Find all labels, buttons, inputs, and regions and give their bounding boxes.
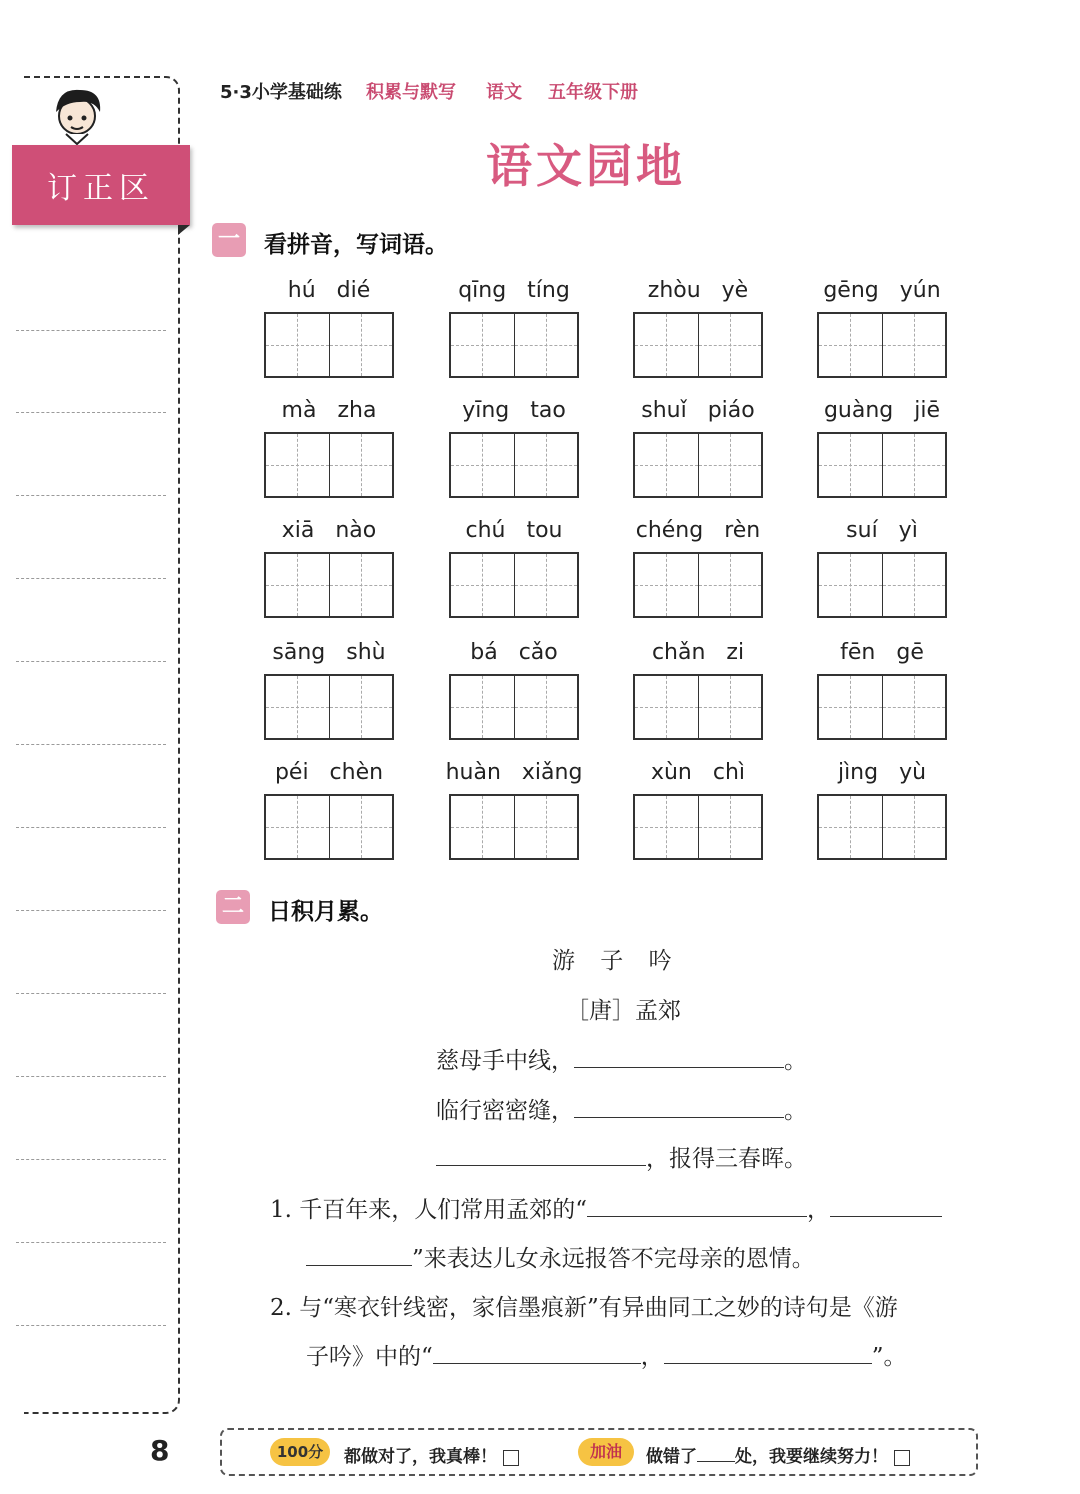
- pinyin-label: huàn xiǎng: [445, 760, 583, 785]
- pinyin-label: guàng jiē: [823, 398, 941, 423]
- writing-box[interactable]: [264, 552, 394, 618]
- correction-line: [16, 1076, 166, 1077]
- section-number: 一: [212, 223, 246, 257]
- question-2-text: 2. 与“寒衣针线密，家信墨痕新”有异曲同工之妙的诗句是《游: [270, 1295, 898, 1321]
- correction-line: [16, 330, 166, 331]
- pinyin-label: xiā nào: [281, 518, 377, 543]
- answer-blank[interactable]: [306, 1245, 412, 1266]
- pinyin-label: péi chèn: [274, 760, 384, 785]
- close-quote: ”。: [871, 1344, 907, 1370]
- poem-title: 游 子 吟: [552, 948, 672, 974]
- poem-line-3: [436, 1140, 807, 1173]
- writing-cell[interactable]: [698, 676, 762, 738]
- pinyin-label: chéng rèn: [635, 518, 761, 543]
- pinyin-label: suí yì: [846, 518, 918, 543]
- writing-cell[interactable]: [698, 434, 762, 496]
- correction-area-label: 订正区: [12, 145, 190, 225]
- writing-cell[interactable]: [266, 796, 329, 858]
- page-title: 语文园地: [486, 139, 686, 193]
- mistakes-text-end: 处，我要继续努力！: [735, 1447, 888, 1467]
- correction-line: [16, 827, 166, 828]
- cartoon-boy-icon: [44, 82, 110, 148]
- writing-box[interactable]: [264, 432, 394, 498]
- poem-author: ［唐］孟郊: [566, 998, 681, 1024]
- question-1-cont: [306, 1240, 815, 1273]
- correction-line: [16, 1325, 166, 1326]
- correction-line: [16, 412, 166, 413]
- answer-blank[interactable]: [433, 1343, 641, 1364]
- writing-cell[interactable]: [882, 434, 946, 496]
- answer-blank[interactable]: [436, 1145, 646, 1166]
- ribbon-fold: [178, 225, 190, 235]
- writing-box[interactable]: [264, 312, 394, 378]
- answer-blank[interactable]: [664, 1343, 872, 1364]
- writing-cell[interactable]: [819, 676, 882, 738]
- full-score-badge: 100分: [270, 1438, 330, 1466]
- mistake-count-blank[interactable]: [697, 1445, 735, 1462]
- mistakes-option: [646, 1442, 910, 1467]
- writing-cell[interactable]: [882, 796, 946, 858]
- correction-line: [16, 1159, 166, 1160]
- writing-box[interactable]: [817, 552, 947, 618]
- writing-cell[interactable]: [266, 314, 329, 376]
- answer-blank[interactable]: [587, 1196, 807, 1217]
- writing-cell[interactable]: [266, 676, 329, 738]
- correction-area: [24, 76, 180, 1414]
- series-name: 5·3小学基础练: [220, 82, 342, 103]
- writing-cell[interactable]: [451, 554, 514, 616]
- writing-cell[interactable]: [329, 314, 393, 376]
- mistakes-checkbox[interactable]: [894, 1450, 910, 1466]
- writing-cell[interactable]: [514, 796, 578, 858]
- writing-box[interactable]: [449, 312, 579, 378]
- writing-box[interactable]: [633, 674, 763, 740]
- writing-cell[interactable]: [882, 314, 946, 376]
- section-heading: 看拼音，写词语。: [264, 232, 448, 258]
- section-heading: 日积月累。: [268, 899, 383, 925]
- writing-box[interactable]: [264, 794, 394, 860]
- writing-cell[interactable]: [635, 676, 698, 738]
- pinyin-label: gēng yún: [823, 278, 941, 303]
- question-1-text: 1. 千百年来，人们常用孟郊的“: [270, 1197, 588, 1223]
- poem-line-2-text: 临行密密缝，: [436, 1098, 574, 1124]
- pinyin-label: chú tou: [465, 518, 563, 543]
- writing-cell[interactable]: [698, 796, 762, 858]
- grade-name: 五年级下册: [548, 82, 638, 103]
- correction-line: [16, 495, 166, 496]
- question-1: [270, 1191, 942, 1224]
- poem-line-1: [436, 1042, 807, 1075]
- comma: ，: [807, 1197, 831, 1223]
- self-check-bar: [220, 1428, 978, 1476]
- question-2-text-end: 子吟》中的“: [306, 1344, 433, 1370]
- writing-box[interactable]: [633, 312, 763, 378]
- answer-blank[interactable]: [830, 1196, 942, 1217]
- pinyin-label: bá cǎo: [470, 640, 558, 665]
- writing-box[interactable]: [449, 552, 579, 618]
- writing-cell[interactable]: [819, 554, 882, 616]
- writing-cell[interactable]: [819, 796, 882, 858]
- writing-cell[interactable]: [329, 554, 393, 616]
- writing-cell[interactable]: [698, 554, 762, 616]
- writing-box[interactable]: [633, 432, 763, 498]
- writing-cell[interactable]: [266, 434, 329, 496]
- section-number: 二: [216, 890, 250, 924]
- question-1-text-end: ”来表达儿女永远报答不完母亲的恩情。: [412, 1246, 815, 1272]
- all-correct-option: [344, 1442, 519, 1467]
- writing-cell[interactable]: [635, 554, 698, 616]
- poem-line-2: [436, 1092, 807, 1125]
- correction-line: [16, 578, 166, 579]
- writing-cell[interactable]: [451, 434, 514, 496]
- writing-cell[interactable]: [819, 314, 882, 376]
- writing-box[interactable]: [633, 794, 763, 860]
- writing-cell[interactable]: [451, 314, 514, 376]
- pinyin-label: shuǐ piáo: [641, 398, 755, 423]
- comma: ，: [640, 1344, 664, 1370]
- writing-box[interactable]: [817, 794, 947, 860]
- correction-line: [16, 910, 166, 911]
- pinyin-label: qīng tíng: [458, 278, 570, 303]
- writing-cell[interactable]: [451, 676, 514, 738]
- period: 。: [784, 1098, 807, 1124]
- all-correct-checkbox[interactable]: [503, 1450, 519, 1466]
- writing-cell[interactable]: [451, 796, 514, 858]
- writing-box[interactable]: [633, 552, 763, 618]
- writing-box[interactable]: [449, 432, 579, 498]
- writing-cell[interactable]: [514, 554, 578, 616]
- correction-line: [16, 744, 166, 745]
- all-correct-text: 都做对了，我真棒！: [344, 1447, 497, 1467]
- pinyin-label: chǎn zi: [651, 640, 745, 665]
- correction-line: [16, 993, 166, 994]
- question-2: [270, 1289, 898, 1322]
- writing-cell[interactable]: [882, 676, 946, 738]
- poem-line-3-text: ，报得三春晖。: [646, 1146, 807, 1172]
- pinyin-label: xùn chì: [650, 760, 746, 785]
- writing-cell[interactable]: [329, 676, 393, 738]
- writing-cell[interactable]: [329, 796, 393, 858]
- writing-cell[interactable]: [698, 314, 762, 376]
- writing-box[interactable]: [449, 794, 579, 860]
- writing-cell[interactable]: [635, 314, 698, 376]
- keep-going-badge: 加油: [578, 1438, 634, 1466]
- poem-line-1-text: 慈母手中线，: [436, 1048, 574, 1074]
- answer-blank[interactable]: [574, 1097, 784, 1118]
- pinyin-label: zhòu yè: [647, 278, 749, 303]
- pinyin-label: yīng tao: [462, 398, 566, 423]
- writing-box[interactable]: [817, 432, 947, 498]
- writing-cell[interactable]: [635, 796, 698, 858]
- page-number: 8: [150, 1434, 170, 1467]
- writing-cell[interactable]: [514, 314, 578, 376]
- writing-box[interactable]: [264, 674, 394, 740]
- writing-cell[interactable]: [514, 676, 578, 738]
- writing-box[interactable]: [817, 312, 947, 378]
- period: 。: [784, 1048, 807, 1074]
- writing-cell[interactable]: [514, 434, 578, 496]
- pinyin-label: sāng shù: [272, 640, 386, 665]
- pinyin-label: hú dié: [287, 278, 371, 303]
- writing-cell[interactable]: [329, 434, 393, 496]
- mistakes-text: 做错了: [646, 1447, 697, 1467]
- book-name: 积累与默写: [366, 82, 456, 103]
- writing-cell[interactable]: [635, 434, 698, 496]
- writing-cell[interactable]: [266, 554, 329, 616]
- correction-line: [16, 1242, 166, 1243]
- writing-box[interactable]: [449, 674, 579, 740]
- writing-cell[interactable]: [819, 434, 882, 496]
- answer-blank[interactable]: [574, 1047, 784, 1068]
- pinyin-label: fēn gē: [840, 640, 924, 665]
- correction-line: [16, 661, 166, 662]
- pinyin-label: jìng yù: [837, 760, 927, 785]
- writing-cell[interactable]: [882, 554, 946, 616]
- question-2-cont: [306, 1338, 907, 1371]
- subject-name: 语文: [486, 82, 522, 103]
- writing-box[interactable]: [817, 674, 947, 740]
- pinyin-label: mà zha: [281, 398, 377, 423]
